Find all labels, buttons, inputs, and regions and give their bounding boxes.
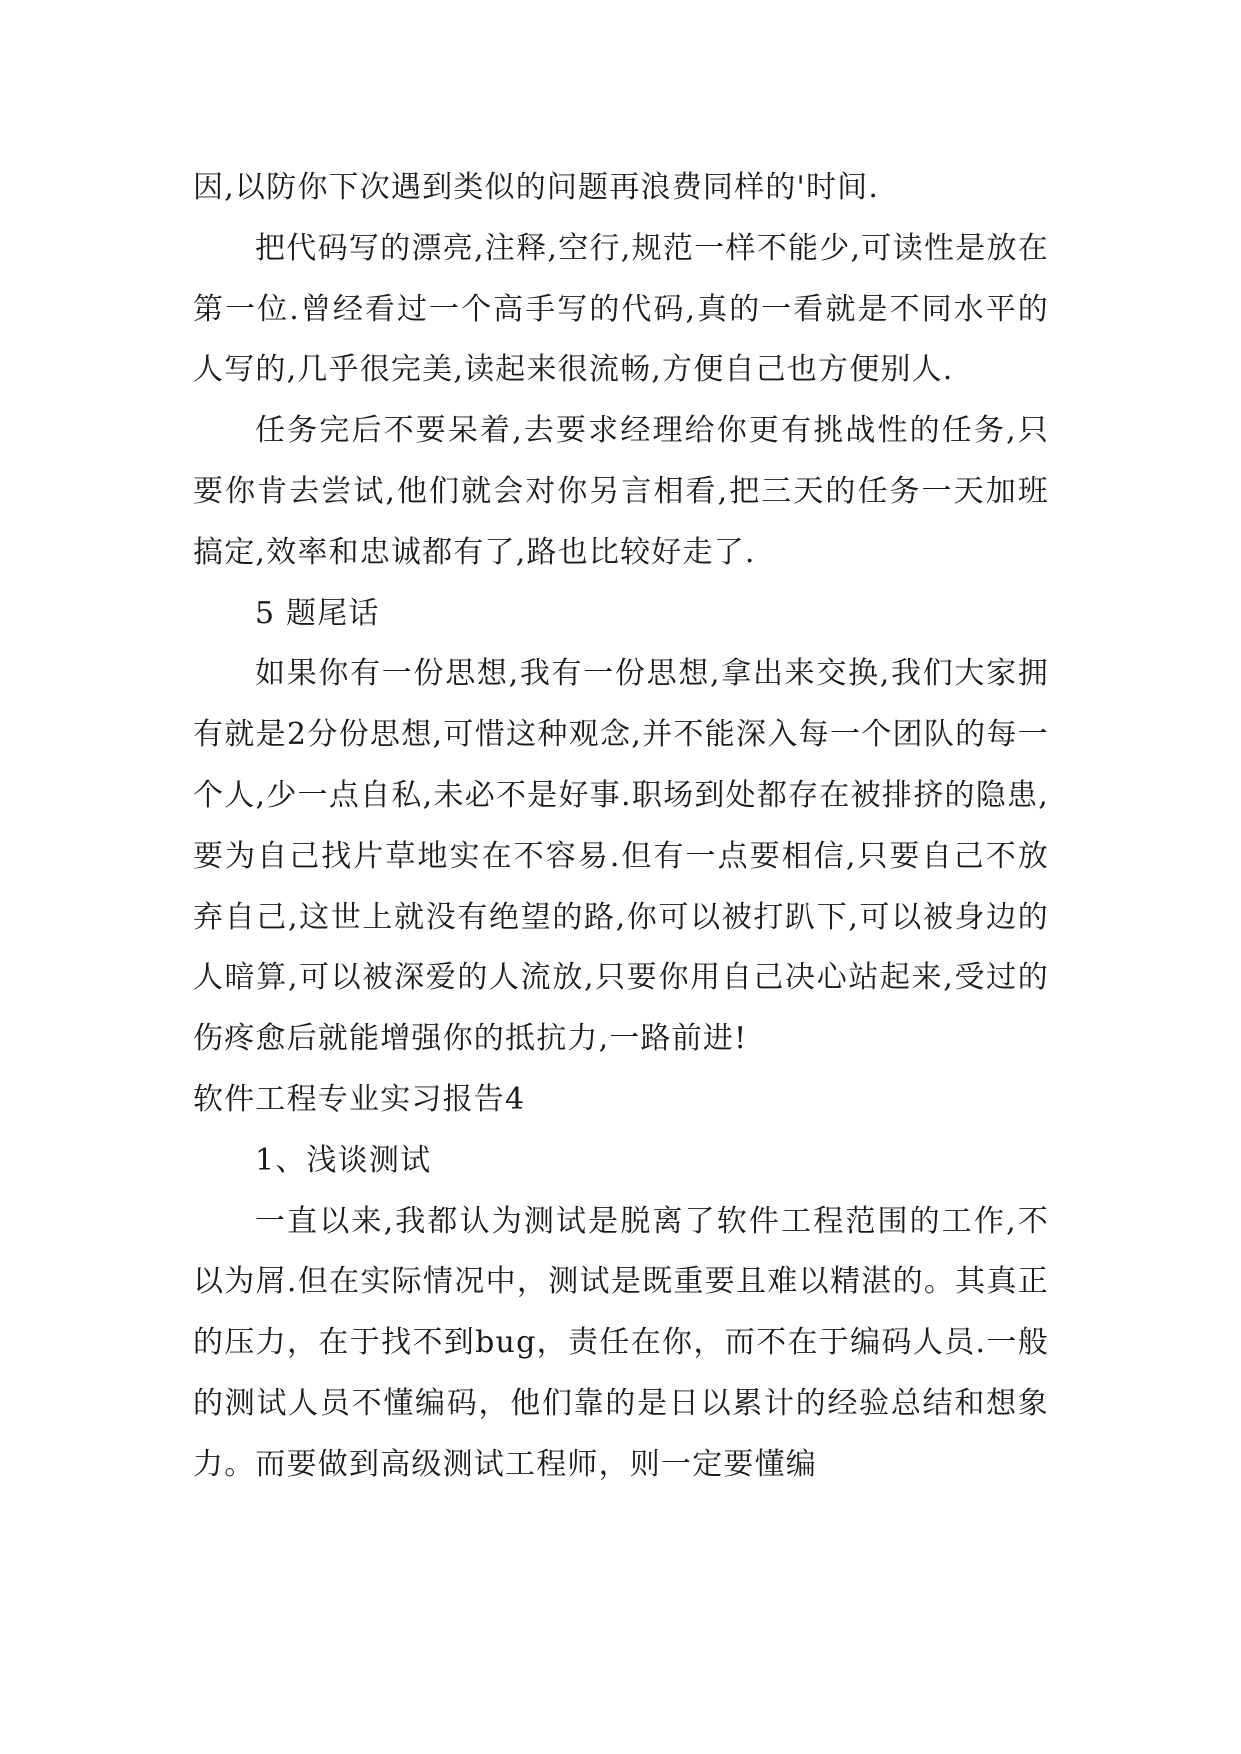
section-heading-closing-remarks: 5 题尾话	[255, 595, 380, 631]
document-body	[193, 158, 1049, 1496]
paragraph-challenging-tasks: 任务完后不要呆着,去要求经理给你更有挑战性的任务,只要你肯去尝试,他们就会对你另言相看,把三天的任务一天加班搞定,效率和忠诚都有了,路也比较好走了.	[193, 413, 1049, 570]
paragraph-code-quality: 把代码写的漂亮,注释,空行,规范一样不能少,可读性是放在第一位.曾经看过一个高手写的代码,真的一看就是不同水平的人写的,几乎很完美,读起来很流畅,方便自己也方便别人.	[193, 230, 1049, 388]
paragraph-continuation: 因,以防你下次遇到类似的问题再浪费同样的'时间.	[193, 170, 880, 205]
report-title: 软件工程专业实习报告4	[193, 1081, 526, 1117]
paragraph-testing: 一直以来,我都认为测试是脱离了软件工程范围的工作,不以为屑.但在实际情况中，测试是既重要且难以精湛的。其真正的压力，在于找不到bug，责任在你，而不在于编码人员.一般的测试人员不懂编码，他们靠的是日以累计的经验总结和想象力。而要做到高级测试工程师，则一定要懂编	[193, 1203, 1049, 1482]
section-heading-testing: 1、浅谈测试	[255, 1142, 432, 1178]
paragraph-sharing-ideas: 如果你有一份思想,我有一份思想,拿出来交换,我们大家拥有就是2分份思想,可惜这种观念,并不能深入每一个团队的每一个人,少一点自私,未必不是好事.职场到处都存在被排挤的隐患,要为自己找片草地实在不容易.但有一点要相信,只要自己不放弃自己,这世上就没有绝望的路,你可以被打趴下,可以被身边的人暗算,可以被深爱的人流放,只要你用自己决心站起来,受过的伤疼愈后就能增强你的抵抗力,一路前进!	[193, 656, 1049, 1057]
